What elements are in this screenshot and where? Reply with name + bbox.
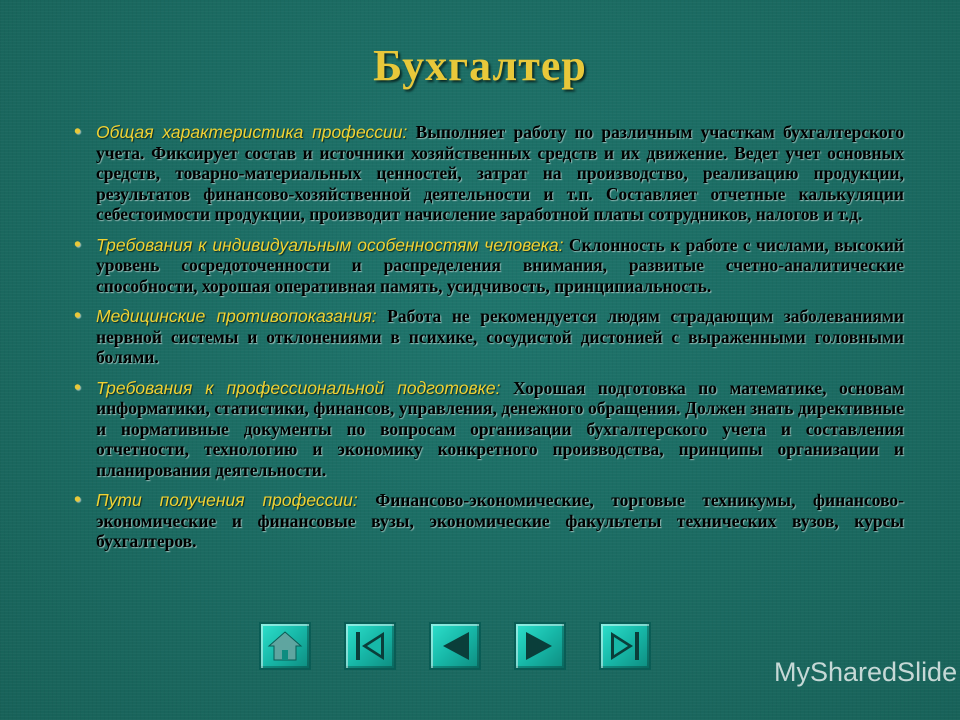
item-label: Пути получения профессии: bbox=[96, 490, 358, 510]
item-label: Требования к индивидуальным особенностям человека: bbox=[96, 234, 564, 255]
content-list bbox=[70, 122, 904, 562]
first-slide-icon bbox=[350, 628, 390, 664]
home-icon bbox=[265, 628, 305, 664]
item-text: Финансово-экономические, торговые техникумы, финансово-экономические и финансовые вузы, экономические факультеты технических вузов, курсы бухгалтеров. bbox=[96, 490, 904, 551]
item-text: Работа не рекомендуется людям страдающим заболеваниями нервной системы и отклонениями в психике, сосудистой дистонией с выраженными головными болями. bbox=[96, 306, 905, 367]
item-text: Выполняет работу по различным участкам бухгалтерского учета. Фиксирует состав и источники хозяйственных средств и их движение. Ведет учет основных средств, товарно-материальных ценностей, затрат на производство, реализацию продукции, результатов финансово-хозяйственной деятельности и т.п. Составляет отчетные калькуляции себестоимости продукции, производит начисление заработной платы сотрудников, налогов и т.д. bbox=[96, 122, 905, 224]
watermark-text: MySharedSlide bbox=[774, 656, 958, 687]
next-button[interactable] bbox=[514, 622, 566, 670]
first-slide-button[interactable] bbox=[344, 622, 396, 670]
list-item bbox=[70, 235, 904, 297]
previous-button[interactable] bbox=[429, 622, 481, 670]
last-slide-button[interactable] bbox=[599, 622, 651, 670]
item-label: Общая характеристика профессии: bbox=[96, 122, 408, 142]
home-button[interactable] bbox=[259, 622, 311, 670]
item-label: Медицинские противопоказания: bbox=[96, 306, 377, 326]
item-text: Хорошая подготовка по математике, основам информатики, статистики, финансов, управления, денежного обращения. Должен знать директивные и нормативные документы по вопросам организации бухгалтерского учета и составления отчетности, технологию и экономику конкретного производства, принципы организации и планирования деятельности. bbox=[96, 377, 904, 480]
previous-icon bbox=[435, 628, 475, 664]
watermark bbox=[768, 652, 958, 692]
list-item bbox=[70, 378, 904, 481]
slide-title: Бухгалтер bbox=[373, 41, 587, 90]
item-text: Склонность к работе с числами, высокий уровень сосредоточенности и распределения внимания, развитые счетно-аналитические способности, хорошая оперативная память, усидчивость, принципиальность. bbox=[96, 234, 904, 296]
list-item bbox=[70, 490, 904, 552]
next-icon bbox=[520, 628, 560, 664]
list-item bbox=[70, 306, 904, 368]
last-slide-icon bbox=[605, 628, 645, 664]
list-item bbox=[70, 122, 904, 225]
item-label: Требования к профессиональной подготовке: bbox=[96, 377, 501, 398]
